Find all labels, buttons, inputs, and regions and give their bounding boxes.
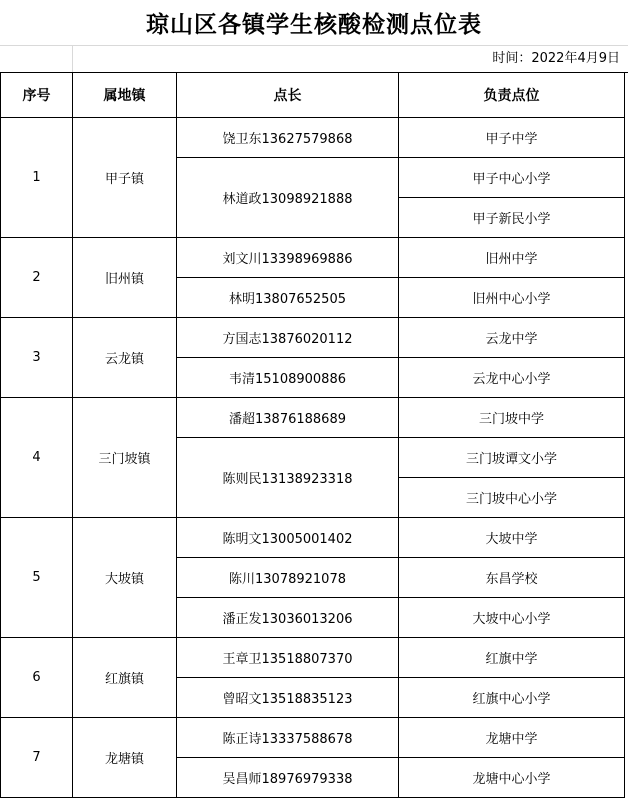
cell-leader: 林明13807652505 (177, 278, 399, 318)
cell-leader: 曾昭文13518835123 (177, 678, 399, 718)
table-row (1, 118, 625, 158)
table-row (1, 718, 625, 758)
table-row (1, 518, 625, 558)
cell-leader: 饶卫东13627579868 (177, 118, 399, 158)
cell-site: 红旗中学 (399, 638, 625, 678)
cell-town: 三门坡镇 (73, 398, 177, 518)
cell-site: 红旗中心小学 (399, 678, 625, 718)
cell-index: 1 (1, 118, 73, 238)
cell-index: 3 (1, 318, 73, 398)
cell-index: 7 (1, 718, 73, 798)
cell-leader: 林道政13098921888 (177, 158, 399, 238)
table-body (1, 118, 625, 798)
cell-site: 云龙中学 (399, 318, 625, 358)
cell-town: 龙塘镇 (73, 718, 177, 798)
cell-index: 5 (1, 518, 73, 638)
cell-leader: 潘超13876188689 (177, 398, 399, 438)
cell-site: 龙塘中心小学 (399, 758, 625, 798)
cell-index: 6 (1, 638, 73, 718)
cell-index: 2 (1, 238, 73, 318)
cell-site: 三门坡谭文小学 (399, 438, 625, 478)
title-row (0, 0, 628, 46)
cell-town: 大坡镇 (73, 518, 177, 638)
cell-index: 4 (1, 398, 73, 518)
table-header-row (1, 73, 625, 118)
cell-site: 三门坡中心小学 (399, 478, 625, 518)
header-leader: 点长 (177, 73, 399, 118)
testing-sites-table (0, 72, 625, 798)
cell-leader: 韦清15108900886 (177, 358, 399, 398)
cell-town: 红旗镇 (73, 638, 177, 718)
cell-site: 东昌学校 (399, 558, 625, 598)
table-row (1, 318, 625, 358)
cell-leader: 陈则民13138923318 (177, 438, 399, 518)
cell-site: 大坡中心小学 (399, 598, 625, 638)
cell-leader: 吴昌师18976979338 (177, 758, 399, 798)
date-row (0, 46, 628, 73)
date-label: 时间：2022年4月9日 (492, 51, 620, 66)
cell-site: 大坡中学 (399, 518, 625, 558)
header-town: 属地镇 (73, 73, 177, 118)
table-row (1, 238, 625, 278)
cell-town: 旧州镇 (73, 238, 177, 318)
header-sites: 负责点位 (399, 73, 625, 118)
cell-town: 甲子镇 (73, 118, 177, 238)
cell-leader: 潘正发13036013206 (177, 598, 399, 638)
empty-cell (0, 46, 73, 72)
cell-site: 甲子中心小学 (399, 158, 625, 198)
cell-leader: 方国志13876020112 (177, 318, 399, 358)
cell-site: 甲子中学 (399, 118, 625, 158)
cell-leader: 刘文川13398969886 (177, 238, 399, 278)
cell-leader: 陈川13078921078 (177, 558, 399, 598)
cell-site: 旧州中学 (399, 238, 625, 278)
cell-leader: 陈正诗13337588678 (177, 718, 399, 758)
table-row (1, 638, 625, 678)
header-index: 序号 (1, 73, 73, 118)
cell-site: 三门坡中学 (399, 398, 625, 438)
cell-site: 云龙中心小学 (399, 358, 625, 398)
cell-site: 甲子新民小学 (399, 198, 625, 238)
cell-leader: 王章卫13518807370 (177, 638, 399, 678)
cell-site: 龙塘中学 (399, 718, 625, 758)
cell-town: 云龙镇 (73, 318, 177, 398)
table-row (1, 398, 625, 438)
page-title: 琼山区各镇学生核酸检测点位表 (146, 11, 482, 38)
cell-site: 旧州中心小学 (399, 278, 625, 318)
cell-leader: 陈明文13005001402 (177, 518, 399, 558)
